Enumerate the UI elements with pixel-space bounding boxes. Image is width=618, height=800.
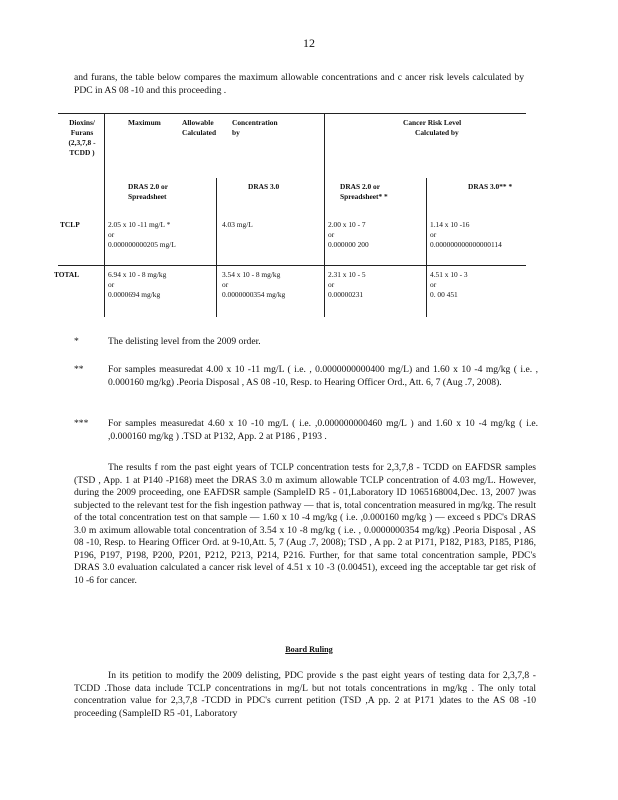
tclp-risk-dras20: 2.00 x 10 - 7 or 0.000000 200 — [328, 220, 369, 249]
total-dras30: 3.54 x 10 - 8 mg/kg or 0.0000000354 mg/kg — [222, 270, 286, 299]
final-paragraph: In its petition to modify the 2009 delisting, PDC provide s the past eight years of testing data for 2,3,7,8 -TCDD .Those data include TCLP concentrations in mg/L but not totals concentrations in mg/kg . The only total concentration value for 2,3,7,8 -TCDD in PDC's current petition (TSD ,A pp. 2 at P171 )dates to the AS 08 -10 proceeding (SampleID R5 -01, Laboratory — [74, 670, 536, 719]
tclp-dras20: 2.05 x 10 -11 mg/L * or 0.000000000205 mg/L — [108, 220, 176, 249]
col-header-cancer-risk: Cancer Risk Level — [403, 118, 462, 127]
footnote-mark-1: * — [74, 336, 79, 347]
footnote-text-2: For samples measuredat 4.00 x 10 -11 mg/L ( i.e. , 0.0000000000400 mg/L) and 1.60 x 10 -4 mg/kg ( i.e. , 0.000160 mg/kg) .Peoria Disposal , AS 08 -10, Resp. to Hearing Officer Ord., Att. 6, 7 (Aug .7, 2008). — [108, 364, 538, 388]
subheader-dras20-a: DRAS 2.0 or Spreadsheet — [128, 182, 169, 201]
page-number: 12 — [303, 36, 315, 50]
total-risk-dras30: 4.51 x 10 - 3 or 0. 00 451 — [430, 270, 468, 299]
col-header-concentration: Concentration by — [232, 118, 278, 137]
total-risk-dras20: 2.31 x 10 - 5 or 0.00000231 — [328, 270, 366, 299]
row-label-tclp: TCLP — [60, 220, 80, 229]
col-header-calculated-by: Calculated by — [415, 128, 459, 137]
footnote-text-3: For samples measuredat 4.60 x 10 -10 mg/L ( i.e. ,0.000000000460 mg/L ) and 1.60 x 10 -4 mg/kg ( i.e. ,0.000160 mg/kg ) .TSD at P132, App. 2 at P186 , P193 . — [108, 418, 538, 442]
footnote-text-1: The delisting level from the 2009 order. — [108, 336, 261, 347]
section-heading: Board Ruling — [285, 645, 333, 654]
tclp-dras30: 4.03 mg/L — [222, 220, 253, 229]
subheader-dras20-b: DRAS 2.0 or Spreadsheet* * — [340, 182, 388, 201]
table-vline-3 — [216, 178, 217, 317]
body-paragraph: The results f rom the past eight years of TCLP concentration tests for 2,3,7,8 - TCDD on EAFDSR samples (TSD , App. 1 at P140 -P168) meet the DRAS 3.0 m aximum allowable TCLP concentration of 4.03 mg/L. However, during the 2009 proceeding, one EAFDSR sample (SampleID R5 - 01,Laboratory ID 1065168004,Dec. 13, 2007 )was subjected to the relevant test for the fish ingestion pathway — that is, total concentration measured in mg/kg. The result of the total concentration test on that sample — 1.60 x 10 -4 mg/kg ( i.e. ,0.000160 mg/kg ) — exceed s PDC's DRAS 3.0 m aximum allowable total concentration of 3.54 x 10 -8 mg/kg ( i.e. , 0.0000000354 mg/kg) .Peoria Disposal , AS 08 -10, Resp. to Hearing Officer Ord. at 9-10,Att. 5, 7 (Aug .7, 2008); TSD , A pp. 2 at P171, P182, P183, P185, P186, P196, P197, P198, P200, P201, P212, P213, P214, P216. Further, for that same total concentration sample, PDC's DRAS 3.0 evaluation calculated a cancer risk level of 4.51 x 10 -3 (0.00451), exceed ing the acceptable tar get risk of 10 -6 for cancer. — [74, 462, 536, 586]
col-header-allowable: Allowable Calculated — [182, 118, 217, 137]
col-header-dioxins: Dioxins/ Furans (2,3,7,8 - TCDD ) — [68, 118, 96, 157]
footnote-mark-3: *** — [74, 418, 89, 429]
col-header-maximum: Maximum — [128, 118, 161, 127]
table-vline-1 — [104, 113, 105, 317]
total-dras20: 6.94 x 10 - 8 mg/kg or 0.0000694 mg/kg — [108, 270, 167, 299]
row-label-total: TOTAL — [54, 270, 80, 279]
table-vline-2 — [324, 113, 325, 317]
table-top-rule — [58, 113, 526, 114]
table-mid-rule — [58, 265, 526, 266]
intro-paragraph: and furans, the table below compares the maximum allowable concentrations and c ancer risk levels calculated by PDC in AS 08 -10 and this proceeding . — [74, 72, 524, 96]
subheader-dras30-b: DRAS 3.0** * — [468, 182, 513, 191]
table-vline-4 — [426, 178, 427, 317]
subheader-dras30-a: DRAS 3.0 — [248, 182, 280, 191]
tclp-risk-dras30: 1.14 x 10 -16 or 0.000000000000000114 — [430, 220, 502, 249]
footnote-mark-2: ** — [74, 364, 84, 375]
